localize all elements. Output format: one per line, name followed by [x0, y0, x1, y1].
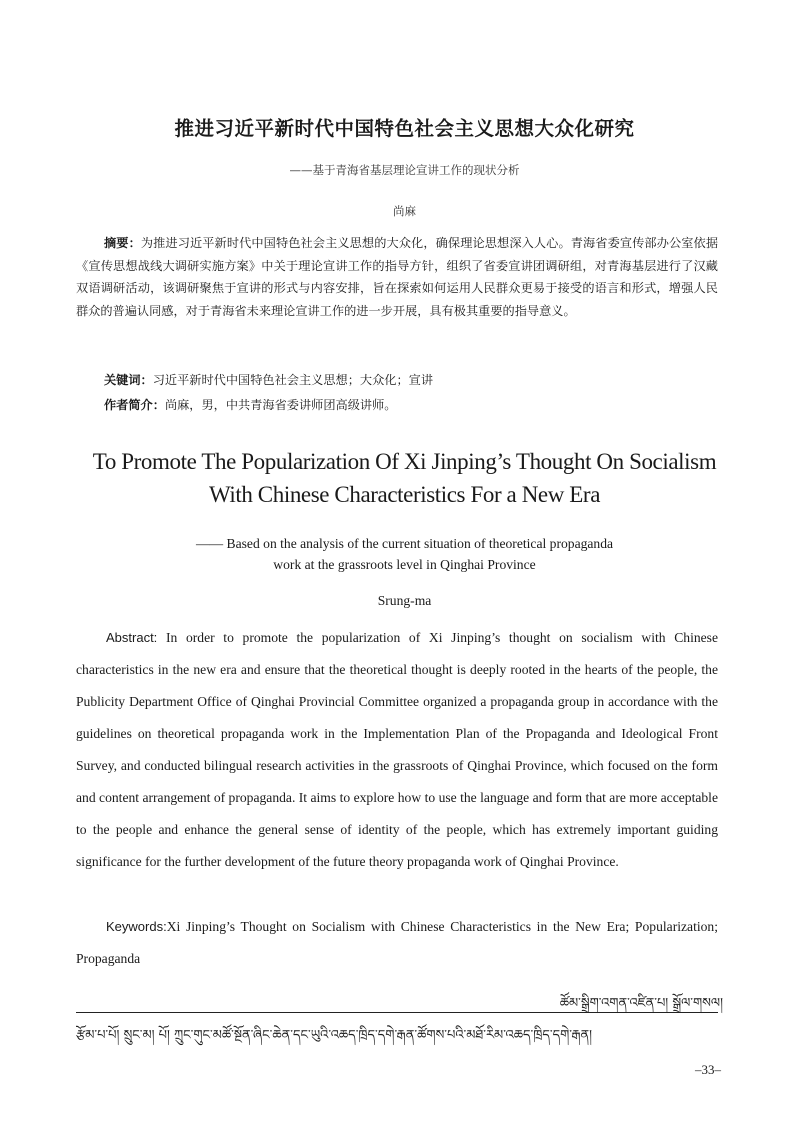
chinese-keywords-label: 关键词：	[104, 373, 153, 387]
chinese-title: 推进习近平新时代中国特色社会主义思想大众化研究	[174, 117, 635, 140]
tibetan-editor-line: ཚོམ་སྒྲིག་འགན་འཛིན་པ། སྒྲོལ་གསལ།	[559, 996, 723, 1011]
chinese-bio-text: 尚麻，男，中共青海省委讲师团高级讲师。	[164, 398, 397, 412]
chinese-subtitle: ——基于青海省基层理论宣讲工作的现状分析	[289, 163, 520, 177]
chinese-author: 尚麻	[393, 204, 416, 218]
chinese-bio-label: 作者简介：	[104, 398, 165, 412]
chinese-abstract-label: 摘要：	[104, 236, 141, 250]
english-subtitle-line-1: —— Based on the analysis of the current situation of theoretical propaganda	[195, 536, 614, 551]
english-keywords	[76, 911, 718, 975]
english-subtitle	[0, 533, 809, 575]
english-keywords-label: Keywords:	[106, 919, 167, 934]
chinese-keywords	[104, 369, 724, 391]
english-abstract	[76, 622, 718, 878]
english-title-line-2: With Chinese Characteristics For a New Era	[208, 482, 601, 507]
english-author: Srung-ma	[377, 593, 432, 608]
tibetan-author-note: རྩོམ་པ་པོ། སྲུང་མ། པོ། ཀྲུང་གུང་མཚོ་སྔོན་ཞིང་ཆེན་དང་ཡུའི་འཆད་ཁྲིད་དགེ་རྒན་ཚོགས་པའི་མཐོ་རིམ་འཆད་ཁྲིད་དགེ་རྒན།	[76, 1028, 593, 1043]
english-keywords-text: Xi Jinping’s Thought on Socialism with Chinese Characteristics in the New Era; Popularization; Propaganda	[76, 919, 718, 966]
chinese-abstract-text: 为推进习近平新时代中国特色社会主义思想的大众化，确保理论思想深入人心。青海省委宣传部办公室依据《宣传思想战线大调研实施方案》中关于理论宣讲工作的指导方针，组织了省委宣讲团调研组，对青海基层进行了汉藏双语调研活动，该调研聚焦于宣讲的形式与内容安排，旨在探索如何运用人民群众更易于接受的语言和形式，增强人民群众的普遍认同感，对于青海省未来理论宣讲工作的进一步开展，具有极其重要的指导意义。	[76, 236, 719, 318]
chinese-author-bio	[104, 394, 724, 416]
page-number: –33–	[695, 1062, 721, 1077]
english-subtitle-line-2: work at the grassroots level in Qinghai Province	[273, 557, 536, 572]
english-abstract-text: In order to promote the popularization of Xi Jinping’s thought on socialism with Chinese characteristics in the new era and ensure that the theoretical thought is deeply rooted in the hearts of the people, the Publicity Department Office of Qinghai Provincial Committee organized a propaganda group in accordance with the guidelines on theoretical propaganda work in the Implementation Plan of the Propaganda and Ideological Front Survey, and conducted bilingual research activities in the grassroots of Qinghai Province, which focused on the form and content arrangement of propaganda. It aims to explore how to use the language and form that are more acceptable to the people and enhance the general sense of identity of the people, which has extremely important guiding significance for the further development of the future theory propaganda work of Qinghai Province.	[76, 630, 719, 869]
footer-divider	[76, 1012, 718, 1013]
chinese-keywords-text: 习近平新时代中国特色社会主义思想；大众化；宣讲	[152, 373, 434, 387]
english-abstract-label: Abstract:	[106, 630, 158, 645]
chinese-abstract	[76, 232, 718, 322]
english-title-line-1: To Promote The Popularization Of Xi Jinping’s Thought On Socialism	[92, 449, 717, 474]
english-title	[40, 445, 769, 511]
